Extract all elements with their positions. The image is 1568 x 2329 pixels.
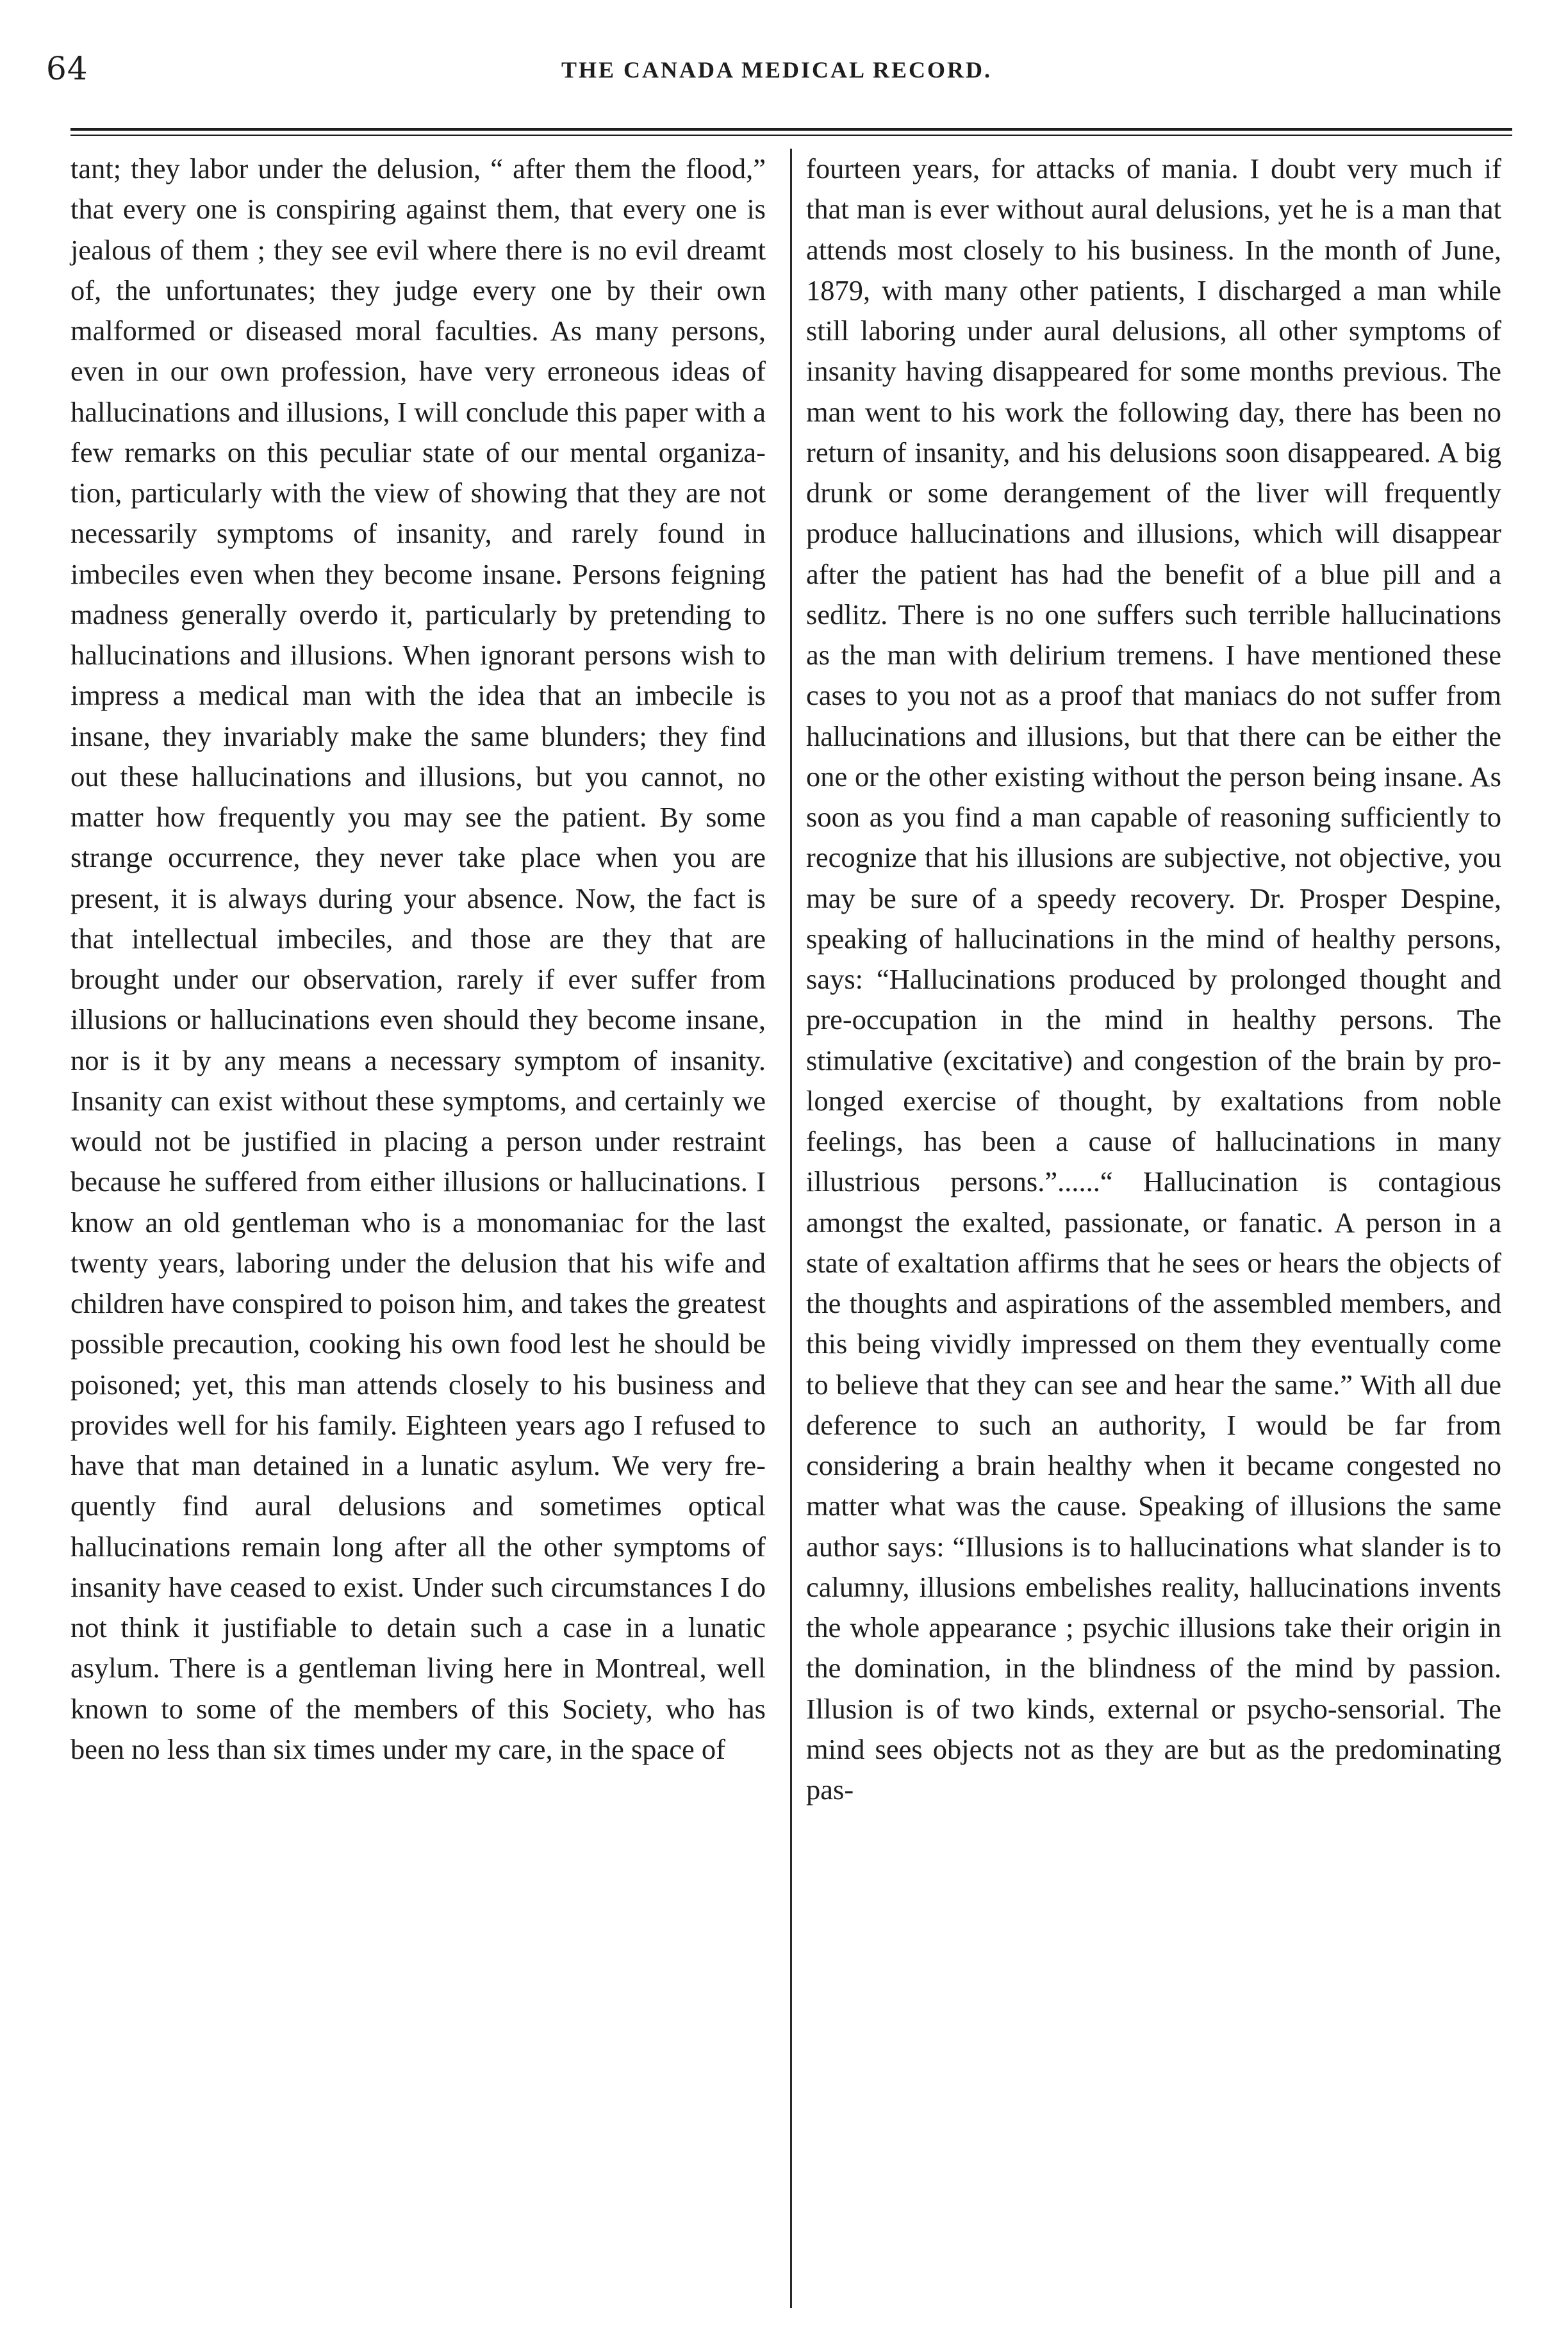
- right-column-text: fourteen years, for attacks of mania. I doubt very much if that man is ever without aural delusions, yet he is a man that attends most closely to his business. In the month of June, 1879, with many other patients, I discharged a man while still laboring under aural delusions, all other symptoms of insanity having disappeared for some months previous. The man went to his work the following day, there has been no return of insanity, and his delusions soon disappeared. A big drunk or some derangement of the liver will frequently produce hallucinations and illusions, which will disappear after the patient has had the benefit of a blue pill and a sedlitz. There is no one suffers such terrible hallucinations as the man with delirium tremens. I have mentioned these cases to you not as a proof that maniacs do not suffer from hallucinations and illusions, but that there can be either the one or the other existing without the person being insane. As soon as you find a man capable of reasoning sufficiently to recognize that his illusions are subjective, not objective, you may be sure of a speedy recovery. Dr. Prosper Despine, speaking of hallucinations in the mind of healthy persons, says: “Hallucinations produced by prolonged thought and pre-occupation in the mind in healthy persons. The stimulative (excitative) and congestion of the brain by prolonged exercise of thought, by exaltations from noble feelings, has been a cause of hallucinations in many illustrious persons.”......“ Hallucination is contagious amongst the exalted, passionate, or fanatic. A person in a state of exaltation affirms that he sees or hears the objects of the thoughts and aspirations of the assembled members, and this being vividly impressed on them they eventually come to believe that they can see and hear the same.” With all due deference to such an authority, I would be far from considering a brain healthy when it became congested no matter what was the cause. Speaking of illusions the same author says: “Illusions is to hallucinations what slander is to calumny, illusions embelishes reality, hallucinations invents the whole appearance ; psychic illusions take their origin in the domination, in the blindness of the mind by passion. Illusion is of two kinds, external or psycho-sensorial. The mind sees objects not as they are but as the predominating pas-: [806, 152, 1501, 1806]
- right-column: [806, 149, 1501, 1810]
- running-head: [46, 50, 1507, 95]
- left-column-text: tant; they labor under the delusion, “ after them the flood,” that every one is conspiring against them, that every one is jealous of them ; they see evil where there is no evil dreamt of, the unfortunates; they judge every one by their own malformed or diseased moral faculties. As many persons, even in our own profession, have very erroneous ideas of hallucinations and illusions, I will conclude this paper with a few remarks on this peculiar state of our mental organization, particularly with the view of showing that they are not necessarily symptoms of insanity, and rarely found in imbeciles even when they become insane. Persons feigning madness generally overdo it, particularly by pretending to hallucinations and illusions. When ignorant persons wish to impress a medical man with the idea that an imbecile is insane, they invariably make the same blunders; they find out these hallucinations and illusions, but you cannot, no matter how frequently you may see the patient. By some strange occurrence, they never take place when you are present, it is always during your absence. Now, the fact is that intellectual imbeciles, and those are they that are brought under our observation, rarely if ever suffer from illusions or hallucinations even should they become insane, nor is it by any means a necessary symptom of insanity. Insanity can exist without these symptoms, and certainly we would not be justified in placing a person under restraint because he suffered from either illusions or hallucinations. I know an old gentleman who is a monomaniac for the last twenty years, laboring under the delusion that his wife and children have conspired to poison him, and takes the greatest possible precaution, cooking his own food lest he should be poisoned; yet, this man attends closely to his business and provides well for his family. Eighteen years ago I refused to have that man detained in a lunatic asylum. We very frequently find aural delusions and sometimes optical hallucinations remain long after all the other symptoms of insanity have ceased to exist. Under such circumstances I do not think it justifiable to detain such a case in a lunatic asylum. There is a gentleman living here in Montreal, well known to some of the members of this Society, who has been no less than six times under my care, in the space of: [70, 152, 766, 1765]
- header-rule-thick: [70, 128, 1512, 131]
- header-rule-thin: [70, 135, 1512, 136]
- page-number: 64: [46, 50, 88, 87]
- left-column: [70, 149, 766, 1770]
- column-divider: [790, 149, 792, 2308]
- journal-title: THE CANADA MEDICAL RECORD.: [561, 57, 993, 83]
